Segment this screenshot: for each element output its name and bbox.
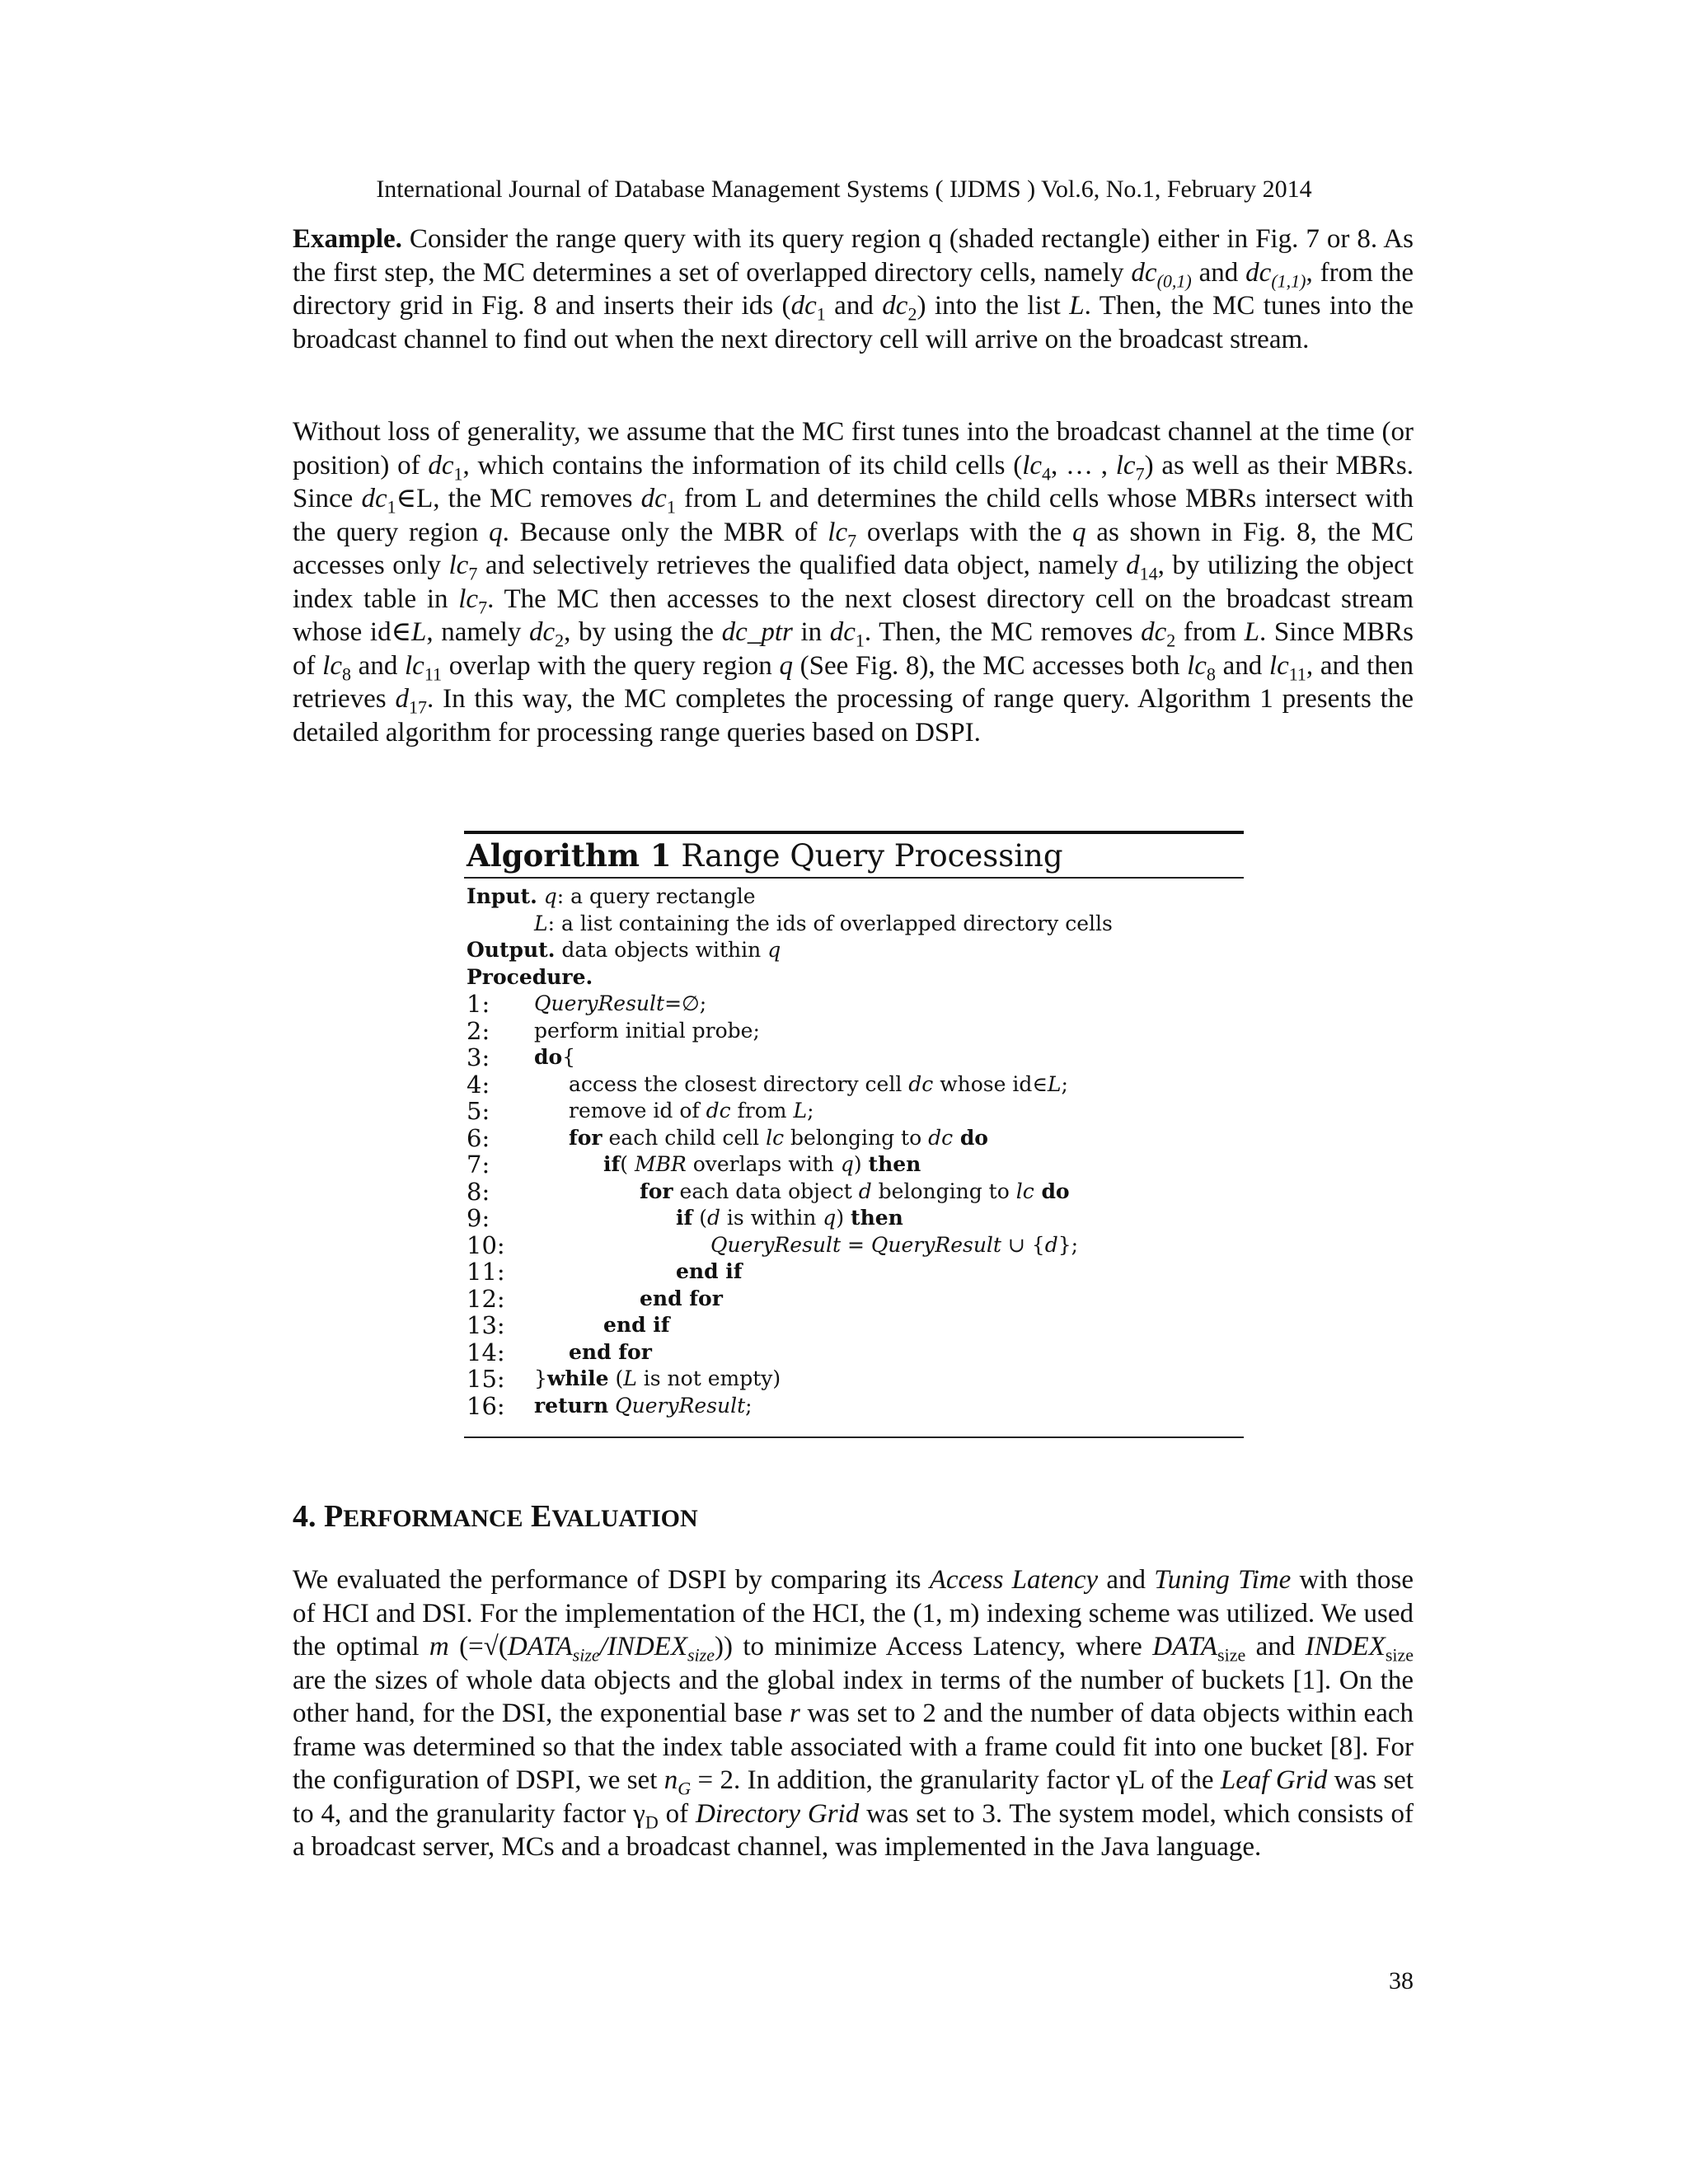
walkthrough-paragraph (293, 415, 1414, 749)
text-span: are the sizes of whole data objects and the global index in terms of the number of buckets [1]. On the other hand, for the DSI, the exponential base (293, 1665, 1414, 1728)
text-span: Without loss of generality, we assume that the MC first tunes into the broadcast channel at the time (or position) of (293, 417, 1414, 480)
algorithm-line-number: 6: (467, 1123, 490, 1152)
text-span: and (1245, 1632, 1306, 1661)
math-lc: lc (1268, 650, 1289, 681)
math-sub: 1 (855, 630, 865, 651)
text-span: in (792, 617, 830, 647)
math-lc: lc (448, 551, 469, 580)
math-sub: 8 (1206, 663, 1216, 685)
math-data: DATA (1152, 1632, 1218, 1661)
algorithm-title-number: Algorithm 1 (467, 837, 672, 874)
algorithm-line-number: 2: (467, 1016, 490, 1045)
algorithm-top-rule (464, 831, 1244, 834)
algorithm-text: ) (836, 1206, 851, 1230)
algorithm-text: perform initial probe; (534, 1018, 760, 1043)
algorithm-keyword: if (676, 1206, 693, 1230)
math-L: L (1069, 291, 1085, 321)
algorithm-keyword: return (534, 1393, 609, 1418)
algorithm-line-number: 5: (467, 1097, 490, 1125)
algorithm-text: ∪ { (1001, 1232, 1045, 1257)
text-span: from (1175, 617, 1245, 647)
algorithm-math: d (706, 1206, 720, 1230)
algorithm-bottom-rule (464, 1436, 1244, 1438)
math-dc: dc (1131, 257, 1157, 288)
math-d: d (1126, 551, 1140, 580)
math-dc: dc (1245, 257, 1272, 288)
algorithm-text: ) (853, 1152, 869, 1176)
math-sub: 7 (478, 597, 488, 618)
algorithm-math: d (858, 1179, 872, 1203)
math-sub: size (1385, 1644, 1414, 1666)
text-span: was set to 3. The system model, which consists of a broadcast server, MCs and a broadcast channel, was implemented in the Java language. (293, 1798, 1414, 1862)
text-span: and (1098, 1565, 1155, 1595)
algorithm-text: =∅; (664, 991, 707, 1015)
math-sub: 2 (555, 630, 565, 651)
algorithm-text: overlaps with (686, 1152, 841, 1176)
evaluation-paragraph (293, 1563, 1414, 1864)
term-directory-grid: Directory Grid (695, 1798, 860, 1829)
math-index: INDEX (607, 1632, 687, 1661)
math-lc: lc (322, 650, 342, 681)
math-r: r (790, 1699, 800, 1728)
algorithm-text: is within (720, 1206, 823, 1230)
text-span: and (1215, 650, 1269, 681)
math-sub: size (687, 1644, 715, 1666)
math-sub: 14 (1139, 563, 1158, 584)
input-q-desc: : a query rectangle (556, 884, 756, 908)
text-span: was set to 4, and the granularity factor γ (293, 1765, 1414, 1829)
algorithm-line-number: 9: (467, 1204, 490, 1232)
algorithm-math: L (623, 1366, 637, 1390)
algorithm-keyword: end if (676, 1259, 743, 1283)
algorithm-keyword: do (1034, 1179, 1070, 1203)
section-number: 4. (293, 1499, 324, 1534)
term-access-latency: Access Latency (929, 1565, 1099, 1595)
math-q: q (779, 650, 793, 681)
text-span: , by utilizing the object index table in (293, 551, 1414, 614)
math-sub: 1 (453, 463, 463, 485)
algorithm-keyword: for (569, 1125, 603, 1150)
algorithm-math: L (1047, 1071, 1062, 1096)
algorithm-line-number: 11: (467, 1258, 505, 1286)
algorithm-keyword: do (534, 1045, 563, 1069)
algorithm-line-code (676, 1205, 903, 1232)
text-span: . The MC then accesses to the next closest directory cell on the broadcast stream whose id∈ (293, 583, 1414, 647)
text-span: ) as well as their MBRs. Since (293, 450, 1414, 513)
math-sub: 2 (1166, 630, 1176, 651)
algorithm-line-number: 10: (467, 1230, 505, 1259)
algorithm-text (608, 1394, 615, 1418)
algorithm-line-code (534, 1018, 760, 1045)
algorithm-text: ; (745, 1393, 753, 1418)
algorithm-text: }; (1057, 1232, 1079, 1257)
algorithm-line-number: 14: (467, 1338, 505, 1366)
algorithm-box (464, 831, 1244, 1439)
algorithm-text: each child cell (602, 1125, 767, 1150)
algorithm-line-number: 7: (467, 1151, 490, 1179)
math-sub: size (572, 1644, 600, 1666)
algorithm-line-number: 8: (467, 1177, 490, 1206)
algorithm-line-code (603, 1151, 921, 1179)
math-lc: lc (1187, 650, 1207, 681)
text-span: , namely (426, 617, 529, 647)
math-index: INDEX (1305, 1632, 1386, 1661)
math-m: m (429, 1632, 449, 1661)
math-sub: 1 (666, 496, 676, 518)
math-dc: dc (882, 291, 908, 321)
algorithm-line-number: 13: (467, 1311, 505, 1339)
algorithm-keyword: if (603, 1152, 621, 1176)
text-span: ) into the list (917, 291, 1070, 321)
algorithm-title-text: Range Query Processing (671, 838, 1063, 874)
math-q: q (1072, 517, 1086, 547)
math-dc: dc (829, 617, 856, 647)
text-span: of (658, 1798, 696, 1829)
algorithm-text: is not empty) (636, 1366, 781, 1390)
text-span: , by using the (564, 617, 722, 647)
text-span: as shown in Fig. 8, the MC accesses only (293, 517, 1414, 580)
algorithm-keyword: do (953, 1125, 988, 1150)
output-label: Output. (467, 938, 556, 962)
text-span: = 2. In addition, the granularity factor γL of the (691, 1765, 1221, 1795)
algorithm-line-code (534, 1393, 753, 1420)
math-sub: size (1217, 1644, 1246, 1666)
algorithm-text: ( (692, 1206, 707, 1230)
text-span: and (825, 291, 883, 321)
algorithm-line-code (640, 1179, 1070, 1206)
section-heading (293, 1498, 698, 1537)
algorithm-math: L (793, 1099, 808, 1122)
algorithm-text: from (730, 1099, 794, 1122)
algorithm-keyword: for (640, 1179, 673, 1203)
text-span: , and then retrieves (293, 650, 1414, 714)
text-span: , … , (1051, 450, 1116, 480)
journal-header: International Journal of Database Management Systems ( IJDMS ) Vol.6, No.1, February 2014 (376, 176, 1312, 203)
math-q: q (489, 517, 503, 547)
math-sub: 7 (1135, 463, 1145, 485)
algorithm-line-number: 15: (467, 1365, 505, 1393)
math-sub: 1 (816, 303, 826, 325)
math-dc: dc (361, 484, 387, 513)
algorithm-line-code (569, 1339, 652, 1366)
math-dc: dc (529, 617, 556, 647)
procedure-label: Procedure. (467, 964, 593, 989)
algorithm-math: q (823, 1206, 837, 1230)
math-L: L (411, 617, 427, 647)
algorithm-text: } (534, 1366, 547, 1390)
math-sub: 2 (907, 303, 917, 325)
input-L-desc: : a list containing the ids of overlapped directory cells (547, 911, 1113, 935)
math-data: DATA (507, 1632, 573, 1661)
math-sub: 7 (468, 563, 478, 584)
algorithm-keyword: end for (640, 1286, 723, 1310)
section-word2-rest: VALUATION (551, 1505, 698, 1532)
math-dc: dc (428, 450, 454, 480)
algorithm-keyword: then (851, 1206, 903, 1230)
math-sub: 11 (424, 663, 443, 685)
math-q: q (543, 884, 557, 908)
algorithm-math: d (1044, 1232, 1058, 1257)
algorithm-math: dc (706, 1099, 731, 1122)
math-sub: 4 (1042, 463, 1052, 485)
algorithm-line-number: 1: (467, 990, 490, 1018)
section-word2-cap: E (531, 1499, 552, 1534)
algorithm-line-code (569, 1071, 1068, 1099)
text-span: (See Fig. 8), the MC accesses both (792, 650, 1188, 681)
algorithm-text: belonging to (871, 1179, 1016, 1203)
text-span: (=√( (448, 1632, 508, 1661)
math-sub: D (645, 1811, 659, 1833)
output-desc: data objects within (555, 938, 768, 962)
text-span: from L and determines the child cells whose MBRs intersect with the query region (293, 484, 1414, 547)
example-lead: Example. (293, 224, 402, 254)
math-sub: 11 (1288, 663, 1306, 685)
math-sub: 17 (408, 696, 427, 718)
text-span: and selectively retrieves the qualified data object, namely (477, 551, 1127, 580)
text-span: . Since MBRs of (293, 617, 1414, 681)
algorithm-keyword: end if (603, 1313, 670, 1337)
term-leaf-grid: Leaf Grid (1220, 1765, 1328, 1795)
text-span: and (351, 650, 405, 681)
algorithm-line-code (676, 1258, 743, 1286)
math-dc: dc (1141, 617, 1167, 647)
text-span: . Because only the MBR of (502, 517, 828, 547)
algorithm-line-number: 16: (467, 1391, 505, 1420)
algorithm-text: belonging to (784, 1125, 929, 1150)
algorithm-math: dc (908, 1071, 934, 1096)
math-d: d (395, 684, 409, 714)
algorithm-line-number: 3: (467, 1043, 490, 1071)
math-lc: lc (828, 517, 848, 547)
math-lc: lc (1115, 450, 1136, 480)
section-word1-rest: ERFORMANCE (343, 1505, 523, 1532)
section-word1-cap: P (324, 1499, 344, 1534)
text-span: overlaps with the (856, 517, 1073, 547)
text-span: , which contains the information of its child cells ( (462, 450, 1023, 480)
algorithm-text: ( (608, 1366, 624, 1390)
math-dc: dc (640, 484, 667, 513)
text-span: . Then, the MC removes (864, 617, 1142, 647)
algorithm-line-code (534, 1044, 575, 1071)
algorithm-math: lc (766, 1125, 785, 1150)
math-lc: lc (1022, 450, 1043, 480)
text-span: We evaluated the performance of DSPI by comparing its (293, 1565, 930, 1595)
math-slash: / (599, 1632, 607, 1661)
algorithm-math: QueryResult (710, 1232, 842, 1257)
algorithm-math: QueryResult (534, 991, 665, 1015)
text-span: . Then, the MC tunes into the broadcast channel to find out when the next directory cell will arrive on the broadcast stream. (293, 291, 1414, 354)
math-dc-ptr: dc_ptr (721, 617, 793, 647)
math-sub: 8 (342, 663, 351, 685)
algorithm-line-code (569, 1098, 814, 1125)
math-q: q (767, 938, 781, 962)
algorithm-math: q (840, 1152, 854, 1176)
math-L: L (1244, 617, 1259, 647)
page-number: 38 (1389, 1967, 1414, 1994)
text-span: and (1191, 257, 1246, 288)
math-n: n (663, 1765, 678, 1795)
algorithm-keyword: then (868, 1152, 921, 1176)
algorithm-text: ( (620, 1152, 635, 1176)
algorithm-line-code (603, 1312, 670, 1339)
algorithm-math: QueryResult (615, 1393, 746, 1418)
input-label: Input. (467, 884, 537, 908)
algorithm-line-code (640, 1286, 723, 1313)
math-L: L (534, 911, 548, 935)
algorithm-text: access the closest directory cell (569, 1071, 909, 1096)
algorithm-math: dc (928, 1125, 954, 1150)
math-sub: 7 (847, 530, 857, 551)
algorithm-math: lc (1015, 1179, 1034, 1203)
math-sub: 1 (387, 496, 396, 518)
math-sub: (1,1) (1271, 270, 1306, 292)
term-tuning-time: Tuning Time (1154, 1565, 1292, 1595)
algorithm-text: = (841, 1232, 871, 1257)
text-span: overlap with the query region (442, 650, 780, 681)
text-span: , from the directory grid in Fig. 8 and inserts their ids ( (293, 257, 1414, 321)
algorithm-math: QueryResult (870, 1232, 1001, 1257)
algorithm-text: ; (807, 1099, 814, 1122)
algorithm-text: whose id∈ (933, 1071, 1048, 1096)
algorithm-line-number: 4: (467, 1070, 490, 1099)
text-span: . In this way, the MC completes the processing of range query. Algorithm 1 presents the detailed algorithm for processing range queries based on DSPI. (293, 684, 1414, 748)
math-lc: lc (405, 650, 424, 681)
algorithm-title-rule (464, 877, 1244, 879)
example-paragraph (293, 223, 1414, 356)
text-span: ∈L, the MC removes (396, 484, 641, 513)
math-sub: G (678, 1778, 692, 1799)
algorithm-line-number: 12: (467, 1284, 505, 1313)
math-lc: lc (458, 583, 479, 614)
algorithm-line-code (534, 1366, 781, 1393)
math-dc: dc (790, 291, 817, 321)
algorithm-line-code (569, 1125, 988, 1152)
text-span: )) to minimize Access Latency, where (715, 1632, 1153, 1661)
text-span: was set to 2 and the number of data objects within each frame was determined so that the index table associated with a frame could fit into one bucket [8]. For the configuration of DSPI, we set (293, 1699, 1414, 1795)
algorithm-text: remove id of (569, 1099, 706, 1122)
algorithm-text: each data object (673, 1179, 859, 1203)
algorithm-title (467, 837, 1063, 874)
algorithm-line-code (534, 991, 706, 1018)
math-sub: (0,1) (1156, 270, 1192, 292)
text-span: with those of HCI and DSI. For the implementation of the HCI, the (1, m) indexing scheme was utilized. We used the optimal (293, 1565, 1414, 1661)
algorithm-line-code (710, 1232, 1078, 1259)
text-span: Consider the range query with its query region q (shaded rectangle) either in Fig. 7 or 8. As the first step, the MC determines a set of overlapped directory cells, namely (293, 224, 1414, 288)
algorithm-text: { (562, 1045, 576, 1069)
algorithm-math: MBR (634, 1152, 687, 1176)
algorithm-keyword: end for (569, 1339, 652, 1364)
algorithm-text: ; (1061, 1071, 1068, 1096)
algorithm-keyword: while (546, 1366, 609, 1390)
